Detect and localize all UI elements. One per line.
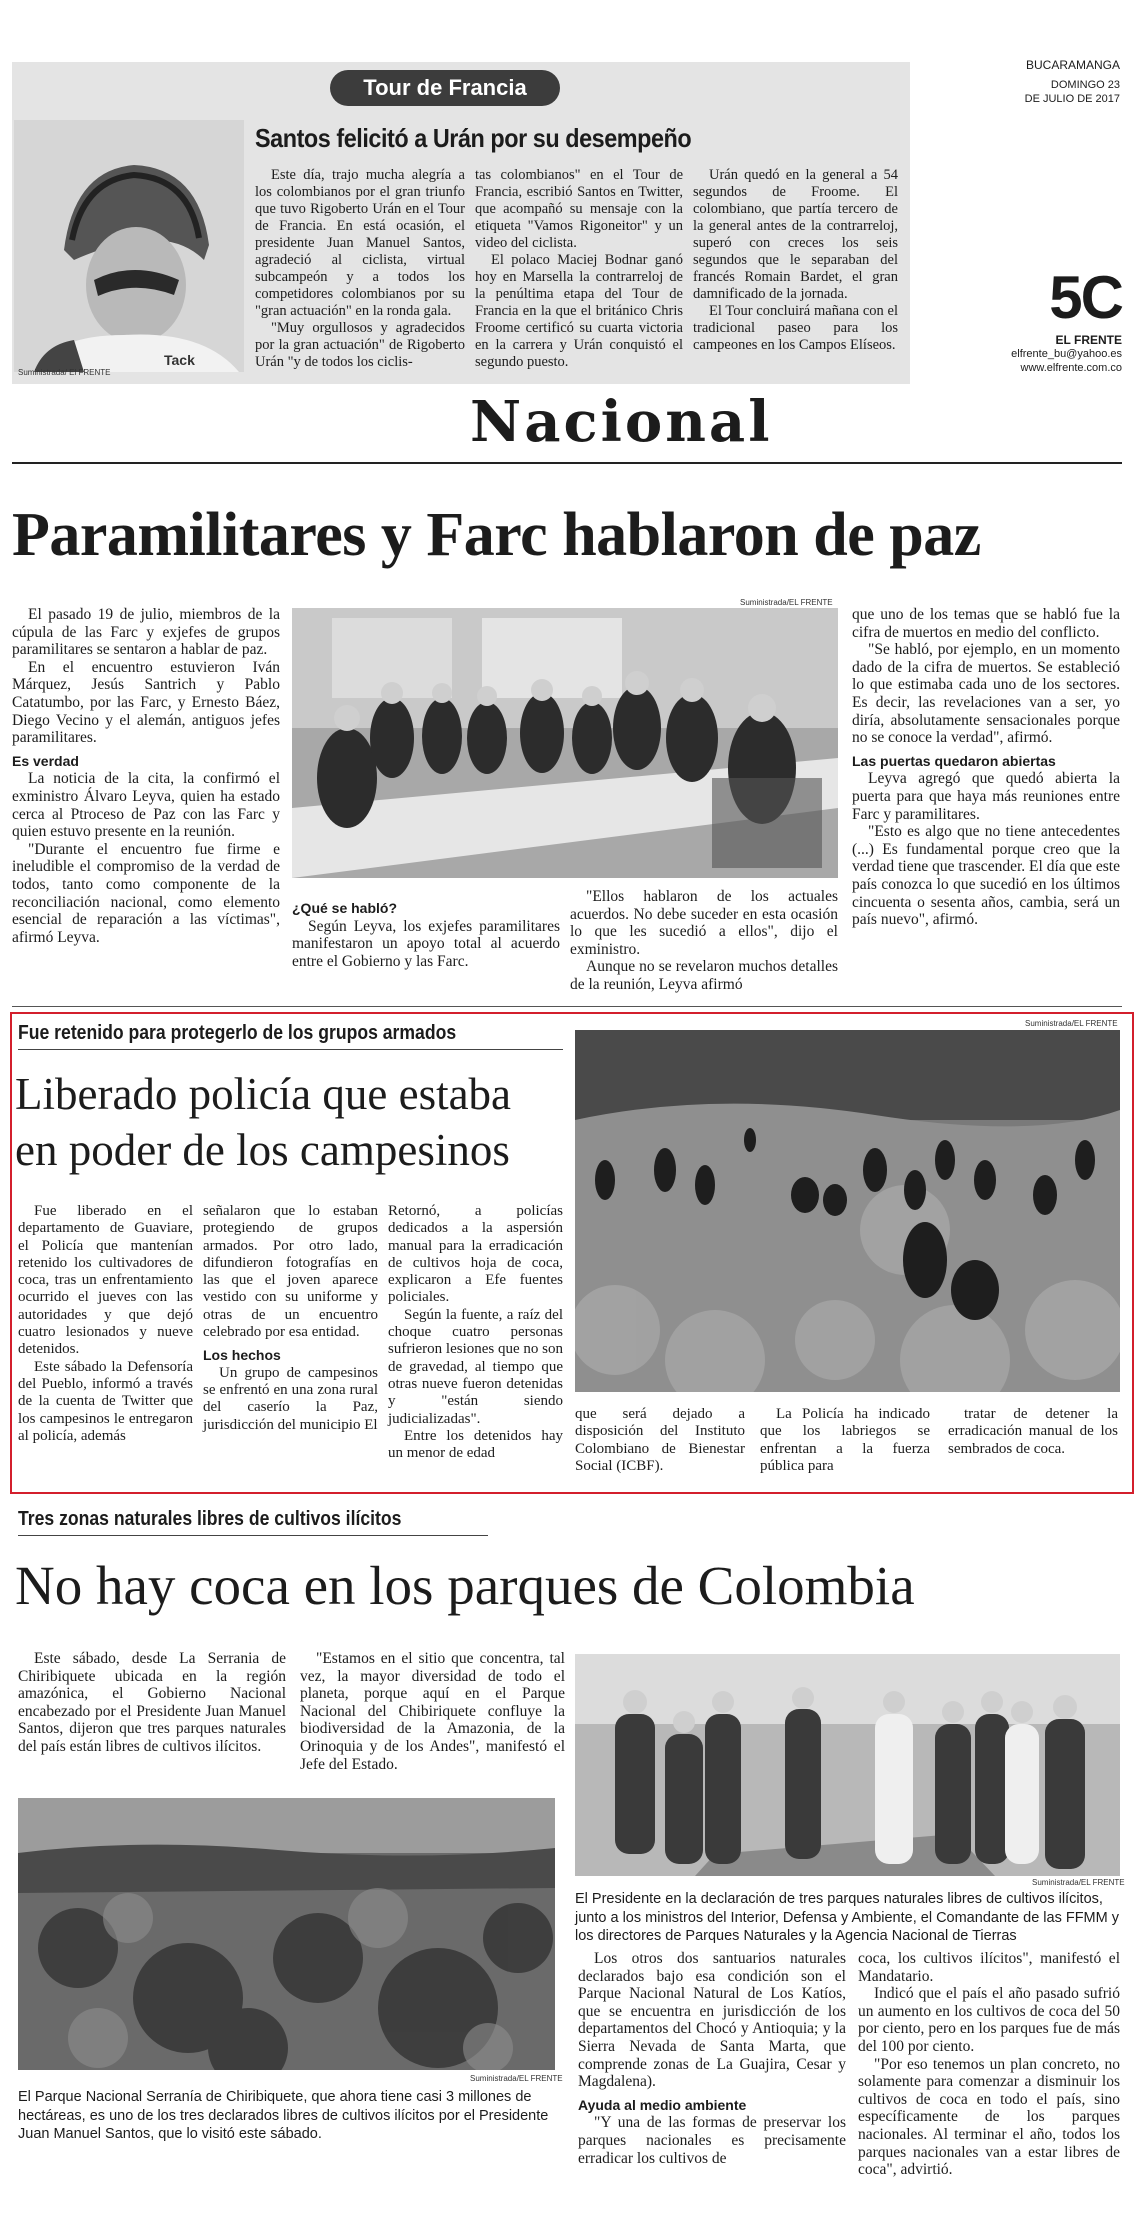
paragraph: Este sábado, desde La Serrania de Chiribiquete ubicada en la región amazónica, el Gobierno Nacional encabezado por el Presidente Juan Manuel Santos, dijeron que tres parques naturales del país están libres de cultivos ilícitos. bbox=[18, 1650, 286, 1755]
subheading: Ayuda al medio ambiente bbox=[578, 2096, 747, 2113]
paragraph: "Esto es algo que no tiene antecedentes (...) Es fundamental porque creo que la verdad tiene que trascender. El día que este país conozca lo que sucedió en los últimos cincuenta o sesenta años, cambia, será un país nuevo", afirmó. bbox=[852, 823, 1120, 929]
email-label: elfrente_bu@yahoo.es bbox=[1011, 348, 1122, 360]
paragraph: "Ellos hablaron de los actuales acuerdos. No debe suceder en esta ocasión lo que les sucedió a ellos", dijo el exministro. bbox=[570, 888, 838, 958]
policia-col-1 bbox=[18, 1203, 193, 1445]
farc-col-4 bbox=[852, 606, 1120, 929]
paragraph: Leyva agregó que quedó abierta la puerta para que haya más reuniones entre Farc y paramilitares. bbox=[852, 770, 1120, 823]
paragraph: Indicó que el país el año pasado sufrió un aumento en los cultivos de coca del 50 por ciento, pero en los parques fue de más del 100 por ciento. bbox=[858, 1985, 1120, 2055]
coca-col-3 bbox=[578, 1950, 846, 2167]
headline-line-1: Liberado policía que estaba bbox=[15, 1069, 512, 1119]
coca-col-1 bbox=[18, 1650, 286, 1756]
paragraph: Urán quedó en la general a 54 segundos de Froome. El colombiano, que partía tercero de la general antes de la contrarreloj, superó con creces los seis segundos que le separaban del francés Romain Bardet, el gran damnificado de la jornada. bbox=[693, 167, 898, 302]
paragraph: Retornó, a policías dedicados a la aspersión manual para la erradicación de cultivos hoja de coca, explicaron a Efe fuentes policiales. bbox=[388, 1203, 563, 1306]
headline-underline bbox=[18, 1049, 563, 1050]
photo-credit: Suministrada/ El FRENTE bbox=[18, 368, 111, 377]
article-kicker: Tres zonas naturales libres de cultivos ilícitos bbox=[18, 1508, 402, 1530]
paragraph: "Se habló, por ejemplo, en un momento dado de la cifra de muertos. Se estableció lo que estimaba cada uno de los sectores. Es decir, las revelaciones van a ser, yo diría, absolutamente sensacionales porque no se conoce la verdad", afirmó. bbox=[852, 641, 1120, 747]
policia-col-3 bbox=[388, 1203, 563, 1462]
paragraph: Aunque no se revelaron muchos detalles de la reunión, Leyva afirmó bbox=[570, 958, 838, 993]
policia-col-2 bbox=[203, 1203, 378, 1434]
tour-tag-label: Tour de Francia bbox=[363, 75, 527, 100]
subheading: Las puertas quedaron abiertas bbox=[852, 752, 1056, 769]
meeting-photo bbox=[292, 608, 838, 878]
website-label: www.elfrente.com.co bbox=[1020, 362, 1122, 374]
article-headline: No hay coca en los parques de Colombia bbox=[15, 1555, 915, 1616]
farc-col-2 bbox=[292, 900, 560, 970]
photo-credit: Suministrada/EL FRENTE bbox=[1025, 1019, 1118, 1028]
subheading: Es verdad bbox=[12, 752, 79, 769]
divider bbox=[12, 1006, 1122, 1007]
section-title: Nacional bbox=[470, 389, 773, 455]
paragraph: Según Leyva, los exjefes paramilitares manifestaron un apoyo total al acuerdo entre el Gobierno y las Farc. bbox=[292, 917, 560, 970]
paragraph: "Por eso tenemos un plan concreto, no solamente para comenzar a disminuir los cultivos de coca en todo el país, sino específicamente de los parques nacionales. Al terminar el año, todos los parques nacionales van a estar libres de coca", advirtió. bbox=[858, 2055, 1120, 2179]
brand-label: EL FRENTE bbox=[1055, 333, 1122, 347]
subheading: ¿Qué se habló? bbox=[292, 900, 398, 916]
paragraph: Un grupo de campesinos se enfrentó en una zona rural del caserío la Paz, jurisdicción del municipio El bbox=[203, 1364, 378, 1433]
date-line-2: DE JULIO DE 2017 bbox=[1024, 93, 1120, 105]
paragraph: señalaron que lo estaban protegiendo de grupos armados. Por otro lado, difundieron fotografías en las que el joven aparece vestido con su uniforme y otras de un encuentro celebrado por esa entidad. bbox=[203, 1203, 378, 1341]
header-contact bbox=[950, 333, 1122, 375]
header-meta bbox=[960, 58, 1120, 106]
paragraph: Según la fuente, a raíz del choque cuatro personas sufrieron lesiones que no son de gravedad, al tiempo que otras nueve fueron detenidas y "están siendo judicializadas". bbox=[388, 1306, 563, 1427]
tour-col-3 bbox=[693, 167, 898, 354]
photo-caption: El Presidente en la declaración de tres parques naturales libres de cultivos ilícitos, junto a los ministros del Interior, Defensa y Ambiente, el Comandante de las FFMM y los directores de Parques Naturales y la Agencia Nacional de Tierras bbox=[575, 1891, 1119, 1944]
officials-photo bbox=[575, 1654, 1120, 1876]
photo-credit: Suministrada/EL FRENTE bbox=[740, 598, 833, 607]
paragraph: El pasado 19 de julio, miembros de la cúpula de las Farc y exjefes de grupos paramilitares se sentaron a hablar de paz. bbox=[12, 606, 280, 659]
article-headline: Paramilitares y Farc hablaron de paz bbox=[12, 501, 981, 569]
headline-line-2: en poder de los campesinos bbox=[15, 1125, 510, 1175]
policia-col-5 bbox=[760, 1406, 930, 1475]
subheading: Los hechos bbox=[203, 1347, 281, 1364]
headline-underline bbox=[18, 1535, 488, 1536]
section-tag bbox=[330, 70, 560, 106]
paragraph: tratar de detener la erradicación manual de los sembrados de coca. bbox=[948, 1406, 1118, 1457]
uran-photo bbox=[14, 120, 244, 372]
paragraph: Fue liberado en el departamento de Guaviare, el Policía que mantenían retenido los cultivadores de coca, tras un enfrentamiento ocurrido el jueves con las autoridades y que dejó cuatro lesionados y nueve detenidos. bbox=[18, 1203, 193, 1358]
farc-col-3 bbox=[570, 888, 838, 994]
date-line-1: DOMINGO 23 bbox=[1050, 79, 1120, 91]
tour-col-1 bbox=[255, 167, 465, 371]
paragraph: coca, los cultivos ilícitos", manifestó el Mandatario. bbox=[858, 1950, 1120, 1985]
tour-col-2 bbox=[475, 167, 683, 371]
paragraph: Los otros dos santuarios naturales declarados bajo esa condición son el Parque Nacional Natural de Los Katíos, que se encuentra en jurisdicción de los departamentos del Chocó y Antioquia; y la Sierra Nevada de Santa Marta, que comprende zonas de La Guajira, Cesar y Magdalena). bbox=[578, 1950, 846, 2091]
coca-col-2 bbox=[300, 1650, 565, 1773]
coca-field-photo bbox=[575, 1030, 1120, 1392]
policia-col-4 bbox=[575, 1406, 745, 1475]
article-headline bbox=[15, 1066, 575, 1178]
paragraph: "Muy orgullosos y agradecidos por la gran actuación" de Rigoberto Urán "y de todos los ciclis- bbox=[255, 320, 465, 370]
paragraph: que uno de los temas que se habló fue la cifra de muertos en medio del conflicto. bbox=[852, 606, 1120, 641]
page-code: 5C bbox=[1049, 264, 1122, 331]
article-kicker: Fue retenido para protegerlo de los grupos armados bbox=[18, 1022, 457, 1044]
city-label: BUCARAMANGA bbox=[1025, 58, 1120, 72]
paragraph: "Estamos en el sitio que concentra, tal vez, la mayor diversidad de todo el planeta, porque aquí en el Parque Nacional del Chibiriquete confluye la biodiversidad de la Amazonia, de la Orinoquia y de los Andes", manifestó el Jefe del Estado. bbox=[300, 1650, 565, 1773]
paragraph: Este sábado la Defensoría del Pueblo, informó a través de la cuenta de Twitter que los campesinos le entregaron al policía, además bbox=[18, 1358, 193, 1444]
paragraph: Entre los detenidos hay un menor de edad bbox=[388, 1427, 563, 1462]
photo-credit: Suministrada/EL FRENTE bbox=[470, 2074, 563, 2083]
paragraph: El Tour concluirá mañana con el tradicional paseo para los campeones en los Campos Elíseos. bbox=[693, 303, 898, 353]
paragraph: tas colombianos" en el Tour de Francia, escribió Santos en Twitter, que acompañó su mensaje con la etiqueta "Vamos Rigoneitor" y un video del ciclista. bbox=[475, 167, 683, 251]
farc-col-1 bbox=[12, 606, 280, 946]
policia-col-6 bbox=[948, 1406, 1118, 1458]
article-headline: Santos felicitó a Urán por su desempeño bbox=[255, 123, 692, 153]
chiribiquete-photo bbox=[18, 1798, 555, 2070]
paragraph: "Y una de las formas de preservar los parques nacionales es precisamente erradicar los cultivos de bbox=[578, 2114, 846, 2167]
paragraph: "Durante el encuentro fue firme e ineludible el compromiso de la verdad de todos, tanto como componente de la reconciliación nacional, como elemento esencial de reparación a las víctimas", afirmó Leyva. bbox=[12, 840, 280, 946]
paragraph: La Policía ha indicado que los labriegos se enfrentan a la fuerza pública para bbox=[760, 1406, 930, 1474]
coca-col-4 bbox=[858, 1950, 1120, 2179]
section-rule bbox=[12, 462, 1122, 464]
paragraph: que será dejado a disposición del Instituto Colombiano de Bienestar Social (ICBF). bbox=[575, 1406, 745, 1474]
photo-caption: El Parque Nacional Serranía de Chiribiquete, que ahora tiene casi 3 millones de hectáreas, es uno de los tres declarados libres de cultivos ilícitos por el Presidente Juan Manuel Santos, que lo visitó este sábado. bbox=[18, 2089, 549, 2142]
paragraph: Este día, trajo mucha alegría a los colombianos por el gran triunfo que tuvo Rigoberto Urán en el Tour de Francia. En está ocasión, el presidente Juan Manuel Santos, agradeció al ciclista, virtual subcampeón y a todos los competidores colombianos por su "gran actuación" en la ronda gala. bbox=[255, 167, 465, 319]
svg-text:Tack: Tack bbox=[164, 352, 195, 368]
photo-credit: Suministrada/EL FRENTE bbox=[1032, 1878, 1125, 1887]
paragraph: La noticia de la cita, la confirmó el exministro Álvaro Leyva, quien ha estado cerca al Ptroceso de Paz con las Farc y quien estuvo presente en la reunión. bbox=[12, 770, 280, 841]
paragraph: El polaco Maciej Bodnar ganó hoy en Marsella la contrarreloj de la penúltima etapa del Tour de Francia en la que el británico Chris Froome certificó su cuarta victoria en la carrera y Urán conquistó el segundo puesto. bbox=[475, 252, 683, 370]
paragraph: En el encuentro estuvieron Iván Márquez, Jesús Santrich y Pablo Catatumbo, por las Farc, y Ernesto Báez, Diego Vecino y el alemán, antiguos jefes paramilitares. bbox=[12, 658, 280, 747]
